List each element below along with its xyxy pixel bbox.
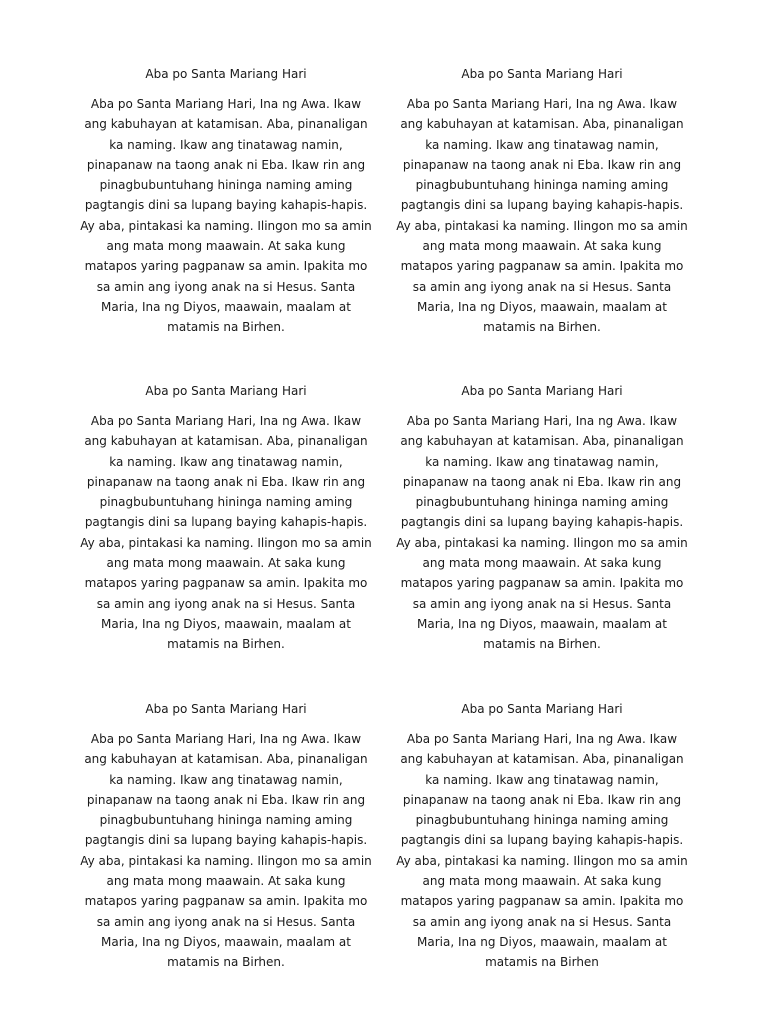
prayer-line: pinagbubuntuhang hininga naming aming	[415, 495, 669, 510]
prayer-line: pagtangis dini sa lupang baying kahapis-hapis.	[400, 515, 684, 530]
prayer-line: matapos yaring pagpanaw sa amin. Ipakita mo	[84, 576, 368, 591]
prayer-line: Ay aba, pintakasi ka naming. Ilingon mo sa amin	[396, 218, 688, 233]
prayer-line: Ay aba, pintakasi ka naming. Ilingon mo sa amin	[80, 535, 372, 550]
prayer-line: ka naming. Ikaw ang tinatawag namin,	[425, 454, 659, 469]
prayer-card	[76, 66, 376, 338]
prayer-line: Aba po Santa Mariang Hari, Ina ng Awa. Ikaw	[406, 97, 678, 111]
prayer-card	[76, 701, 376, 973]
prayer-line: pagtangis dini sa lupang baying kahapis-hapis.	[84, 515, 368, 530]
prayer-title: Aba po Santa Mariang Hari	[145, 384, 307, 398]
prayer-line: ang mata mong maawain. At saka kung	[106, 556, 346, 571]
prayer-line: sa amin ang iyong anak na si Hesus. Santa	[96, 279, 356, 294]
prayer-line: pagtangis dini sa lupang baying kahapis-hapis.	[400, 198, 684, 213]
prayer-line: matapos yaring pagpanaw sa amin. Ipakita mo	[400, 259, 684, 274]
prayer-line: ka naming. Ikaw ang tinatawag namin,	[109, 137, 343, 152]
prayer-line: Maria, Ina ng Diyos, maawain, maalam at	[417, 934, 667, 949]
prayer-text	[76, 729, 376, 973]
prayer-line: ka naming. Ikaw ang tinatawag namin,	[425, 772, 659, 787]
prayer-line: ka naming. Ikaw ang tinatawag namin,	[109, 454, 343, 469]
prayer-text	[76, 411, 376, 655]
prayer-line: pagtangis dini sa lupang baying kahapis-hapis.	[84, 198, 368, 213]
prayer-line: ang kabuhayan at katamisan. Aba, pinanaligan	[84, 117, 368, 132]
prayer-line: matamis na Birhen.	[167, 637, 285, 652]
prayer-line: Ay aba, pintakasi ka naming. Ilingon mo sa amin	[396, 853, 688, 868]
prayer-line: Ay aba, pintakasi ka naming. Ilingon mo sa amin	[80, 218, 372, 233]
prayer-text	[76, 94, 376, 338]
prayer-title: Aba po Santa Mariang Hari	[461, 702, 623, 716]
prayer-line: Ay aba, pintakasi ka naming. Ilingon mo sa amin	[396, 535, 688, 550]
prayer-line: pinagbubuntuhang hininga naming aming	[99, 495, 353, 510]
prayer-title: Aba po Santa Mariang Hari	[461, 67, 623, 81]
prayer-text	[392, 411, 692, 655]
prayer-line: Ay aba, pintakasi ka naming. Ilingon mo sa amin	[80, 853, 372, 868]
prayer-card	[76, 383, 376, 655]
prayer-line: matamis na Birhen	[485, 955, 599, 970]
prayer-line: ang kabuhayan at katamisan. Aba, pinanaligan	[400, 434, 684, 449]
prayer-line: ang kabuhayan at katamisan. Aba, pinanaligan	[400, 752, 684, 767]
prayer-title: Aba po Santa Mariang Hari	[145, 702, 307, 716]
prayer-line: sa amin ang iyong anak na si Hesus. Santa	[412, 596, 672, 611]
prayer-line: ang kabuhayan at katamisan. Aba, pinanaligan	[84, 752, 368, 767]
prayer-line: Aba po Santa Mariang Hari, Ina ng Awa. Ikaw	[90, 732, 362, 746]
prayer-line: Maria, Ina ng Diyos, maawain, maalam at	[417, 616, 667, 631]
prayer-line: pinagbubuntuhang hininga naming aming	[99, 178, 353, 193]
prayer-line: ang mata mong maawain. At saka kung	[422, 239, 662, 254]
prayer-line: Maria, Ina ng Diyos, maawain, maalam at	[101, 299, 351, 314]
prayer-line: sa amin ang iyong anak na si Hesus. Santa	[412, 914, 672, 929]
prayer-line: ang mata mong maawain. At saka kung	[422, 874, 662, 889]
prayer-line: matapos yaring pagpanaw sa amin. Ipakita mo	[84, 894, 368, 909]
prayer-text	[392, 729, 692, 973]
prayer-line: ka naming. Ikaw ang tinatawag namin,	[109, 772, 343, 787]
prayer-line: Maria, Ina ng Diyos, maawain, maalam at	[101, 934, 351, 949]
prayer-line: Aba po Santa Mariang Hari, Ina ng Awa. Ikaw	[90, 414, 362, 428]
prayer-line: pinapanaw na taong anak ni Eba. Ikaw rin ang	[86, 792, 366, 807]
prayer-line: ang mata mong maawain. At saka kung	[106, 239, 346, 254]
prayer-card	[392, 701, 692, 973]
prayer-line: pinapanaw na taong anak ni Eba. Ikaw rin ang	[86, 157, 366, 172]
prayer-line: pinapanaw na taong anak ni Eba. Ikaw rin ang	[402, 157, 682, 172]
prayer-line: matamis na Birhen.	[167, 320, 285, 335]
prayer-line: ang kabuhayan at katamisan. Aba, pinanaligan	[84, 434, 368, 449]
prayer-card	[392, 66, 692, 338]
prayer-line: matapos yaring pagpanaw sa amin. Ipakita mo	[400, 894, 684, 909]
prayer-line: pinagbubuntuhang hininga naming aming	[415, 813, 669, 828]
prayer-line: Aba po Santa Mariang Hari, Ina ng Awa. Ikaw	[90, 97, 362, 111]
prayer-line: sa amin ang iyong anak na si Hesus. Santa	[96, 914, 356, 929]
prayer-line: pinapanaw na taong anak ni Eba. Ikaw rin ang	[402, 474, 682, 489]
prayer-line: sa amin ang iyong anak na si Hesus. Santa	[412, 279, 672, 294]
prayer-line: matapos yaring pagpanaw sa amin. Ipakita mo	[84, 259, 368, 274]
prayer-text	[392, 94, 692, 338]
prayer-title: Aba po Santa Mariang Hari	[145, 67, 307, 81]
prayer-line: ka naming. Ikaw ang tinatawag namin,	[425, 137, 659, 152]
prayer-line: pinagbubuntuhang hininga naming aming	[415, 178, 669, 193]
prayer-line: matamis na Birhen.	[483, 320, 601, 335]
prayer-line: Aba po Santa Mariang Hari, Ina ng Awa. Ikaw	[406, 732, 678, 746]
prayer-line: pagtangis dini sa lupang baying kahapis-hapis.	[400, 833, 684, 848]
prayer-line: Maria, Ina ng Diyos, maawain, maalam at	[101, 616, 351, 631]
prayer-line: pinapanaw na taong anak ni Eba. Ikaw rin ang	[86, 474, 366, 489]
prayer-line: matamis na Birhen.	[167, 955, 285, 970]
prayer-line: ang mata mong maawain. At saka kung	[106, 874, 346, 889]
prayer-line: pinagbubuntuhang hininga naming aming	[99, 813, 353, 828]
prayer-line: ang kabuhayan at katamisan. Aba, pinanaligan	[400, 117, 684, 132]
prayer-line: sa amin ang iyong anak na si Hesus. Santa	[96, 596, 356, 611]
prayer-line: matamis na Birhen.	[483, 637, 601, 652]
prayer-line: pinapanaw na taong anak ni Eba. Ikaw rin ang	[402, 792, 682, 807]
prayer-title: Aba po Santa Mariang Hari	[461, 384, 623, 398]
prayer-line: Aba po Santa Mariang Hari, Ina ng Awa. Ikaw	[406, 414, 678, 428]
prayer-line: matapos yaring pagpanaw sa amin. Ipakita mo	[400, 576, 684, 591]
prayer-line: ang mata mong maawain. At saka kung	[422, 556, 662, 571]
prayer-line: pagtangis dini sa lupang baying kahapis-hapis.	[84, 833, 368, 848]
prayer-line: Maria, Ina ng Diyos, maawain, maalam at	[417, 299, 667, 314]
prayer-card	[392, 383, 692, 655]
